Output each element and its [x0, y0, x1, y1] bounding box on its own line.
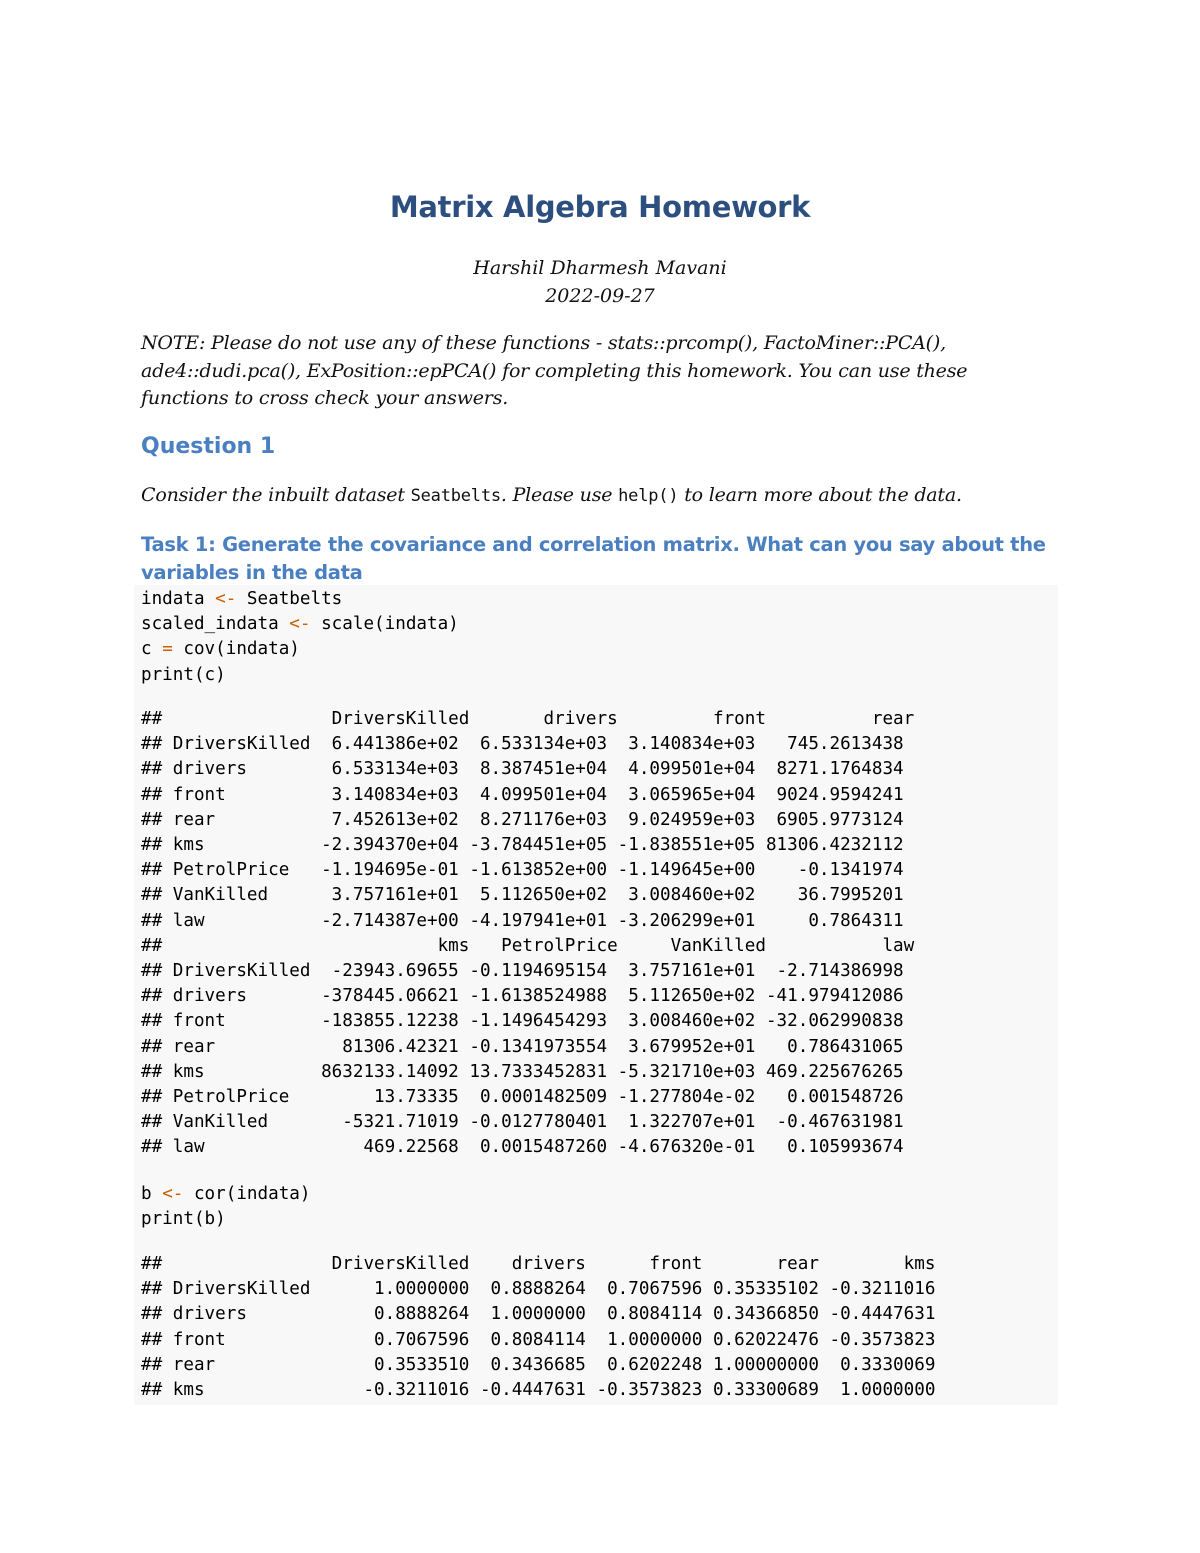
code-line [141, 665, 226, 685]
code-token: indata [141, 589, 216, 609]
operator: <- [289, 614, 311, 635]
dataset-name-code: Seatbelts [410, 486, 501, 506]
code-line [141, 639, 300, 659]
code-token: print(b) [141, 1209, 226, 1230]
code-token: scale(indata) [310, 614, 459, 635]
code-line [141, 589, 342, 609]
document-title: Matrix Algebra Homework [389, 190, 811, 224]
operator: = [162, 639, 173, 660]
help-function-code: help() [618, 486, 679, 506]
code-source-correlation [141, 1182, 310, 1232]
operator: <- [162, 1184, 184, 1204]
question-1-prompt [141, 484, 1071, 506]
document-author: Harshil Dharmesh Mavani [473, 257, 727, 279]
prompt-text-after: to learn more about the data. [678, 484, 962, 506]
prompt-text-middle: . Please use [500, 484, 619, 506]
code-token: c [141, 639, 163, 660]
document-date: 2022-09-27 [545, 285, 655, 307]
code-token: Seatbelts [236, 589, 343, 609]
code-line [141, 1209, 226, 1229]
code-token: cor(indata) [183, 1184, 311, 1204]
correlation-output: ## DriversKilled drivers front rear kms ## DriversKilled 1.0000000 0.8888264 0.7067596 0.35335102 -0.3211016 ## drivers 0.8888264 1.0000000 0.8084114 0.34366850 -0.4447631 ## front 0.7067596 0.8084114 1.0000000 0.62022476 -0.3573823 ## rear 0.3533510 0.3436685 0.6202248 1.00000000 0.3330069 ## kms -0.3211016 -0.4447631 -0.3573823 0.33300689 1.0000000 [141, 1254, 936, 1401]
code-line [141, 1184, 310, 1204]
code-line [141, 614, 459, 634]
code-token: scaled_indata [141, 614, 290, 635]
task-1-heading: Task 1: Generate the covariance and correlation matrix. What can you say about the variables in the data [141, 533, 1046, 584]
question-1-heading: Question 1 [141, 434, 276, 459]
prompt-text-before: Consider the inbuilt dataset [141, 484, 411, 506]
code-token: b [141, 1184, 163, 1204]
covariance-output: ## DriversKilled drivers front rear ## DriversKilled 6.441386e+02 6.533134e+03 3.140834e+03 745.2613438 ## drivers 6.533134e+03 8.387451e+04 4.099501e+04 8271.1764834 ## front 3.140834e+03 4.099501e+04 3.065965e+04 9024.9594241 ## rear 7.452613e+02 8.271176e+03 9.024959e+03 6905.9773124 ## kms -2.394370e+04 -3.784451e+05 -1.838551e+05 81306.4232112 ## PetrolPrice -1.194695e-01 -1.613852e+00 -1.149645e+00 -0.1341974 ## VanKilled 3.757161e+01 5.112650e+02 3.008460e+02 36.7995201 ## law -2.714387e+00 -4.197941e+01 -3.206299e+01 0.7864311 ## kms PetrolPrice VanKilled law ## DriversKilled -23943.69655 -0.1194695154 3.757161e+01 -2.714386998 ## drivers -378445.06621 -1.6138524988 5.112650e+02 -41.979412086 ## front -183855.12238 -1.1496454293 3.008460e+02 -32.062990838 ## rear 81306.42321 -0.1341973554 3.679952e+01 0.786431065 ## kms 8632133.14092 13.7333452831 -5.321710e+03 469.225676265 ## PetrolPrice 13.73335 0.0001482509 -1.277804e-02 0.001548726 ## VanKilled -5321.71019 -0.0127780401 1.322707e+01 -0.467631981 ## law 469.22568 0.0015487260 -4.676320e-01 0.105993674 [141, 709, 915, 1158]
note-paragraph: NOTE: Please do not use any of these functions - stats::prcomp(), FactoMiner::PCA(), ade4::dudi.pca(), ExPosition::epPCA() for completing this homework. You can use these functions to cross check your answers. [141, 332, 968, 409]
code-token: print(c) [141, 664, 226, 685]
code-source-covariance [141, 587, 459, 688]
code-token: cov(indata) [172, 639, 300, 660]
operator: <- [215, 589, 237, 609]
